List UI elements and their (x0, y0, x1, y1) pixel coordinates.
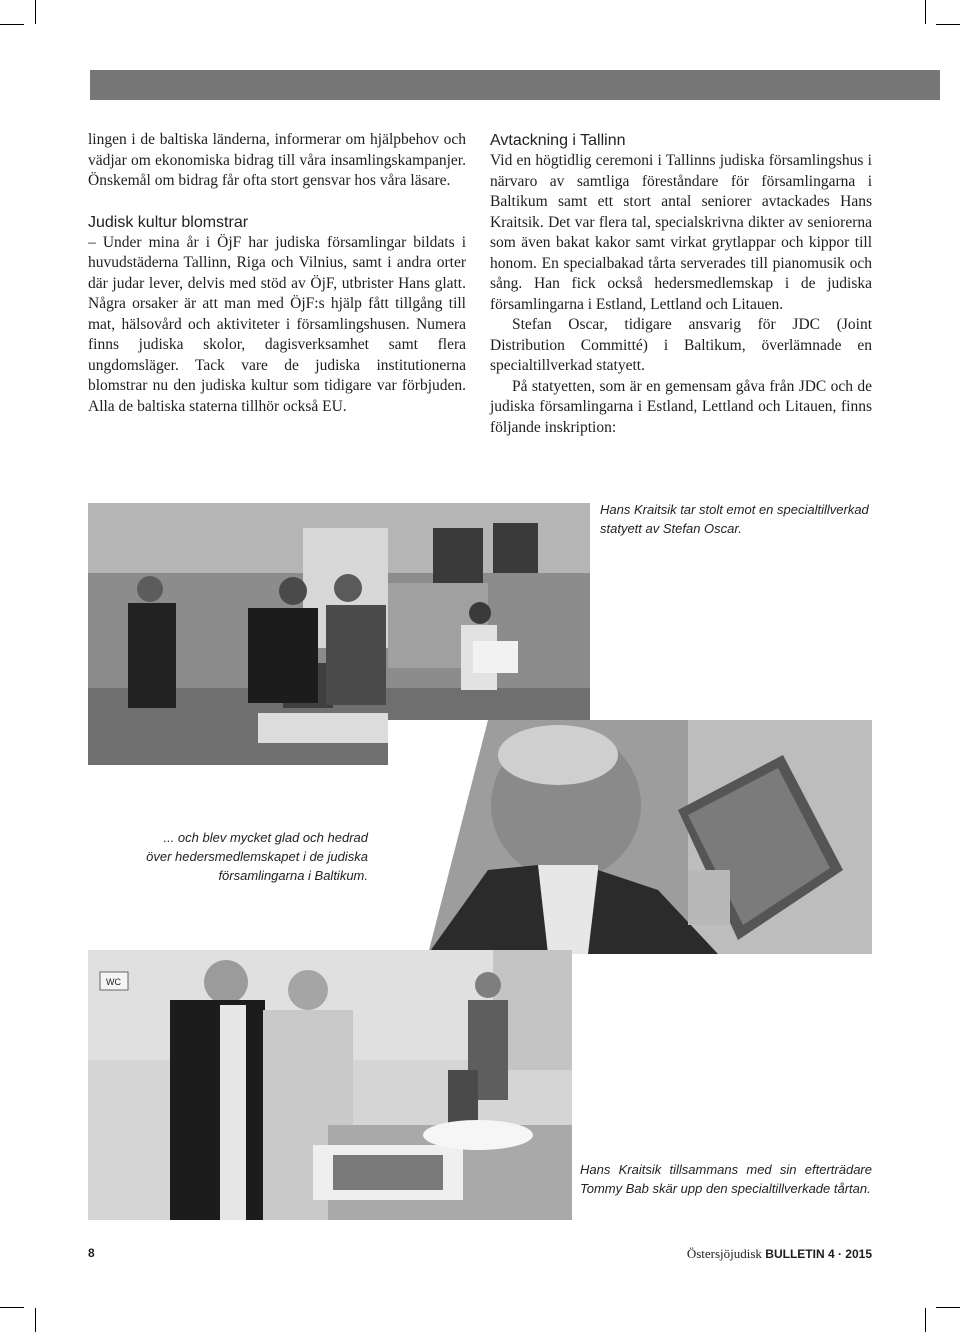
photo-cake-image (88, 950, 572, 1220)
crop-mark (35, 1308, 36, 1332)
intro-paragraph: lingen i de baltiska länderna, informerar om hjälpbehov och vädjar om ekonomiska bidrag till våra insamlingskampanjer. Önskemål om bidrag får ofta stort gensvar hos våra läsare. (88, 131, 466, 189)
crop-mark (936, 24, 960, 25)
publication-prefix: Östersjöjudisk (686, 1246, 762, 1261)
right-column (490, 130, 872, 438)
photo-caption (88, 828, 368, 885)
caption-line: församlingarna i Baltikum. (218, 868, 368, 883)
section-heading: Judisk kultur blomstrar (88, 213, 249, 231)
photo-cake (88, 950, 572, 1220)
body-paragraph: Vid en högtidlig ceremoni i Tallinns judiska församlingshus i närvaro av samtliga föreståndare för församlingarna i Baltikum samt ett stort antal seniorer avtackades Hans Kraitsik. Det var flera tal, specialskrivna dikter av seniorerna som även bakat kakor samt virkat grytlappar och kippor till honom. En specialbakad tårta serverades till pianomusik och sång. Han fick också hedersmedlemskap i de judiska församlingarna i Estland, Lettland och Litauen. (490, 152, 872, 313)
wc-sign: WC (106, 977, 121, 987)
photo-caption: Hans Kraitsik tillsammans med sin efterträdare Tommy Bab skär upp den specialtillverkade tårtan. (580, 1162, 872, 1196)
publication-footer (687, 1246, 872, 1262)
publication-name: BULLETIN (765, 1247, 825, 1261)
body-paragraph: Stefan Oscar, tidigare ansvarig för JDC (Joint Distribution Committé) i Baltikum, överlämnade en specialtillverkad statyett. (490, 316, 872, 374)
caption-line: över hedersmedlemskapet i de judiska (146, 849, 368, 864)
crop-mark (936, 1307, 960, 1308)
issue-label: 4 · 2015 (827, 1247, 872, 1261)
caption-line: ... och blev mycket glad och hedrad (163, 830, 368, 845)
crop-mark (35, 0, 36, 24)
body-paragraph: – Under mina år i ÖjF har judiska församlingar bildats i huvudstäderna Tallinn, Riga och Vilnius, samt i andra orter där judar lever, delvis med stöd av ÖjF, utbrister Hans glatt. Några orsaker är att man med ÖjF:s hjälp fått tillgång till mat, hälsovård och aktiviteter i församlingshusen. Numera finns judiska skolor, dagisverksamhet samt flera ungdomsläger. Tack vare de judiska institutionerna blomstrar nu den judiska kultur som tidigare var förbjuden. Alla de baltiska staterna tillhör också EU. (88, 233, 466, 415)
crop-mark (0, 1307, 24, 1308)
crop-mark (925, 1308, 926, 1332)
body-paragraph: På statyetten, som är en gemensam gåva från JDC och de judiska församlingarna i Estland, Lettland och Litauen, finns följande inskription: (490, 377, 872, 436)
section-heading: Avtackning i Tallinn (490, 132, 626, 149)
left-column (88, 130, 466, 417)
photo-award-image (388, 720, 872, 954)
crop-mark (925, 0, 926, 24)
header-bar (90, 70, 940, 100)
crop-mark (0, 24, 24, 25)
photo-caption: Hans Kraitsik tar stolt emot en specialtillverkad statyett av Stefan Oscar. (600, 502, 869, 536)
page-number: 8 (88, 1246, 95, 1260)
photo-award (388, 720, 872, 954)
